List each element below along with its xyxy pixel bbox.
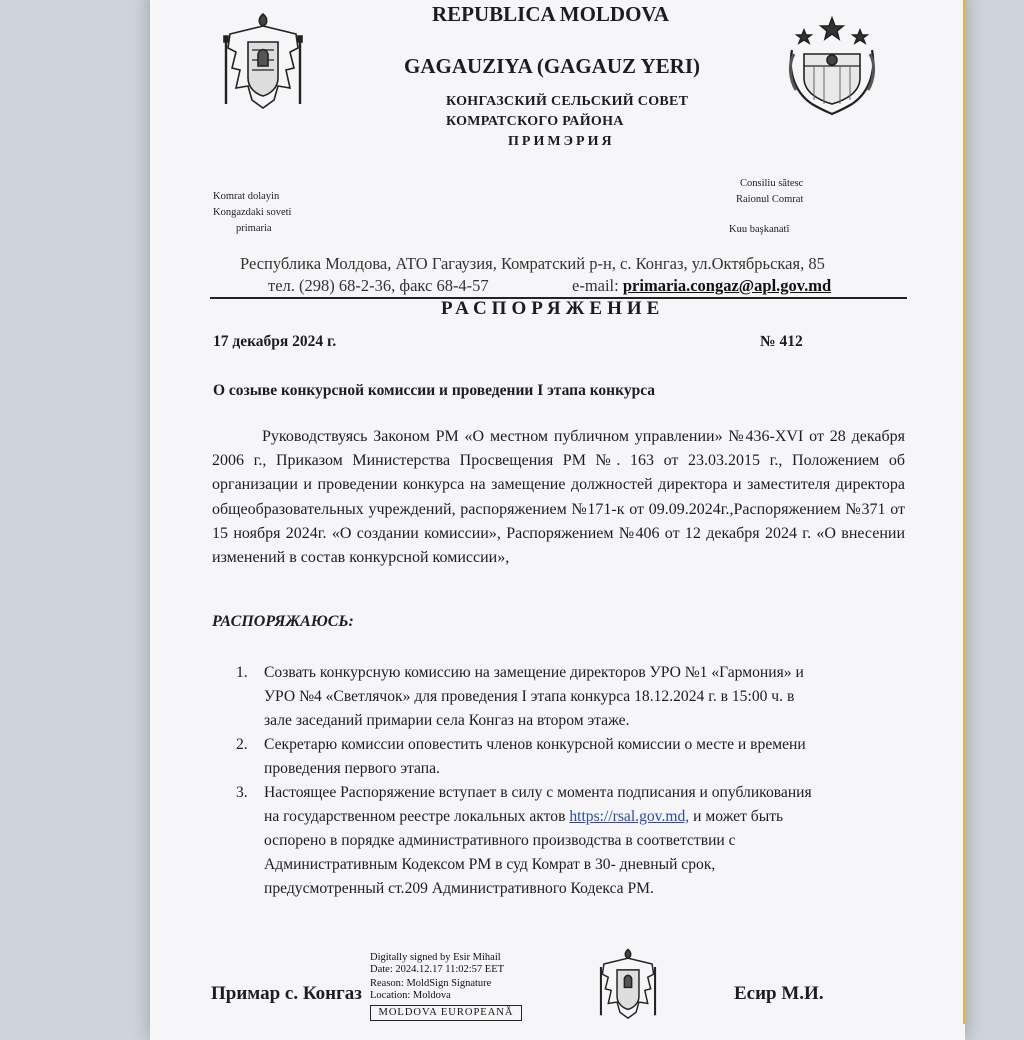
header-right-line-1: Consiliu sătesc: [740, 178, 804, 189]
list-line: Секретарю комиссии оповестить членов конкурсной комиссии о месте и времени: [264, 736, 806, 753]
list-item: [236, 733, 916, 781]
list-number: 2.: [236, 736, 248, 753]
list-line-text: на государственном реестре локальных актов: [264, 808, 570, 825]
header-republic: REPUBLICA MOLDOVA: [432, 2, 670, 26]
email-link[interactable]: primaria.congaz@apl.gov.md: [622, 276, 832, 295]
list-number: 1.: [236, 664, 248, 681]
gagauzia-coat-of-arms-icon: [782, 14, 882, 116]
list-line: Административным Кодексом РМ в суд Комрат в 30- дневный срок,: [264, 856, 716, 873]
header-council: КОНГАЗСКИЙ СЕЛЬСКИЙ СОВЕТ: [446, 94, 689, 109]
list-line-text: и может быть: [689, 808, 784, 825]
contact-address: Республика Молдова, АТО Гагаузия, Комратский р-н, с. Конгаз, ул.Октябрьская, 85: [240, 254, 825, 273]
signature-stamp-box: MOLDOVA EUROPEANĂ: [370, 1005, 522, 1021]
document-date: 17 декабря 2024 г.: [213, 333, 337, 350]
digital-signature-line: Digitally signed by Esir Mihail: [370, 952, 501, 963]
header-left-line-1: Komrat dolayin: [213, 191, 280, 202]
header-district: КОМРАТСКОГО РАЙОНА: [446, 114, 624, 129]
header-region: GAGAUZIYA (GAGAUZ YERI): [404, 54, 700, 78]
moldova-coat-of-arms-icon: [222, 8, 304, 116]
header-mayoralty: ПРИМЭРИЯ: [508, 134, 615, 149]
order-heading: РАСПОРЯЖАЮСЬ:: [212, 613, 354, 630]
document-number: № 412: [760, 333, 803, 350]
digital-signature-line: Date: 2024.12.17 11:02:57 EET: [370, 964, 505, 975]
list-line: Настоящее Распоряжение вступает в силу с момента подписания и опубликования: [264, 784, 812, 801]
digital-signature-line: Location: Moldova: [370, 990, 451, 1001]
list-line: проведения первого этапа.: [264, 760, 440, 777]
list-item: [236, 781, 916, 901]
rsal-link[interactable]: https://rsal.gov.md,: [569, 808, 690, 825]
signatory-name: Есир М.И.: [734, 983, 824, 1004]
list-line: предусмотренный ст.209 Административного Кодекса РМ.: [264, 880, 654, 897]
email-label: e-mail:: [572, 276, 623, 295]
contact-email: [572, 276, 831, 296]
document-subject: О созыве конкурсной комиссии и проведении I этапа конкурса: [213, 382, 656, 399]
list-line: [264, 805, 916, 829]
document-preamble: Руководствуясь Законом РМ «О местном публичном управлении» №436-XVI от 28 декабря 2006 г., Приказом Министерства Просвещения РМ №. 163 от 23.03.2015 г., Положением об организации и проведении конкурса на замещение должностей директора и заместителя директора общеобразовательных учреждений, распоряжением №171-к от 09.09.2024г.,Распоряжением №371 от 15 ноября 2024г. «О создании комиссии», Распоряжением №406 от 12 декабря 2024 г. «О внесении изменений в состав конкурсной комиссии»,: [212, 428, 905, 567]
list-line: зале заседаний примарии села Конгаз на втором этаже.: [264, 712, 630, 729]
contact-phone: тел. (298) 68-2-36, факс 68-4-57: [268, 276, 489, 295]
list-number: 3.: [236, 784, 248, 801]
header-right-line-3: Kuu başkanatî: [729, 224, 790, 235]
list-line: УРО №4 «Светлячок» для проведения I этапа конкурса 18.12.2024 г. в 15:00 ч. в: [264, 688, 795, 705]
page-edge: [963, 0, 966, 1024]
digital-signature-line: Reason: MoldSign Signature: [370, 978, 492, 989]
list-line: Созвать конкурсную комиссию на замещение директоров УРО №1 «Гармония» и: [264, 664, 804, 681]
header-left-line-2: Kongazdaki soveti: [213, 207, 292, 218]
signatory-title: Примар с. Конгаз: [211, 983, 362, 1004]
list-item: [236, 661, 916, 733]
moldova-coat-of-arms-icon: [597, 945, 659, 1024]
list-line: оспорено в порядке административного производства в соответствии с: [264, 832, 736, 849]
header-right-line-2: Raionul Comrat: [736, 194, 804, 205]
header-left-line-3: primaria: [236, 223, 272, 234]
document-title: РАСПОРЯЖЕНИЕ: [441, 298, 665, 319]
